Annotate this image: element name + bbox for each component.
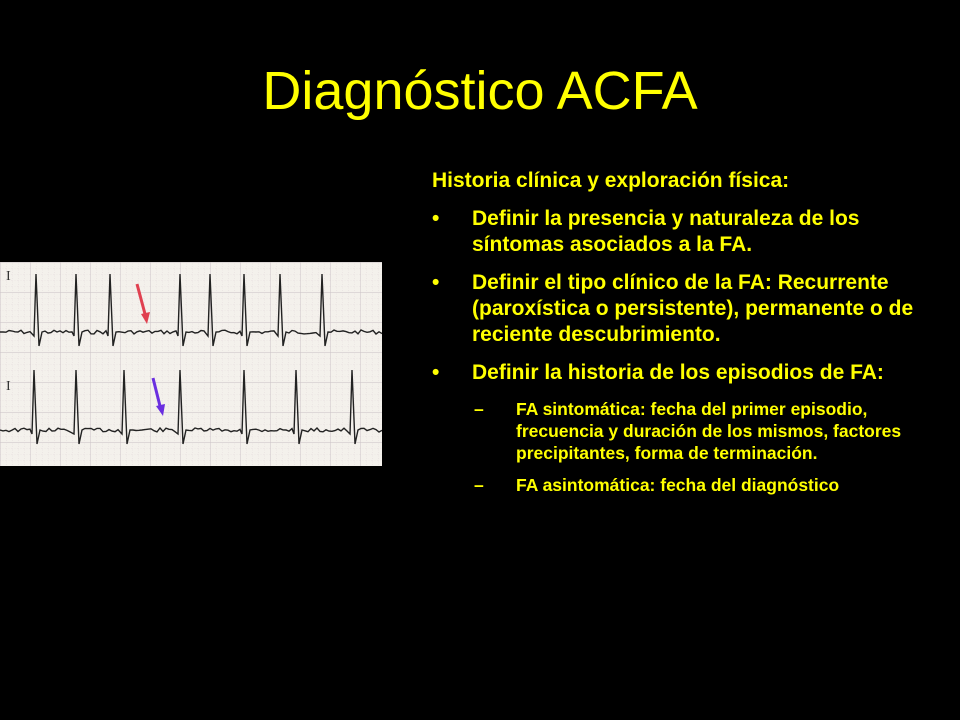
bullet-text: Definir la presencia y naturaleza de los síntomas asociados a la FA. — [472, 207, 860, 256]
bullet-list — [432, 206, 932, 496]
bullet-marker: • — [432, 361, 440, 384]
intro-heading: Historia clínica y exploración física: — [432, 169, 790, 192]
ecg-strip-image — [0, 262, 382, 466]
slide-body — [432, 168, 932, 508]
sub-bullet-text: FA asintomática: fecha del diagnóstico — [516, 475, 840, 495]
bullet-marker: • — [432, 271, 440, 294]
sub-bullet-item — [432, 474, 932, 496]
bullet-marker: • — [432, 207, 440, 230]
sub-bullet-list — [432, 398, 932, 496]
ecg-grid — [0, 262, 382, 466]
sub-bullet-text: FA sintomática: fecha del primer episodio, frecuencia y duración de los mismos, factores precipitantes, forma de terminación. — [516, 399, 902, 463]
sub-bullet-marker: – — [474, 399, 484, 419]
slide-title: Diagnóstico ACFA — [262, 61, 698, 121]
lead-label-top: I — [6, 269, 11, 284]
bullet-item — [432, 270, 932, 348]
bullet-text: Definir el tipo clínico de la FA: Recurrente (paroxística o persistente), permanente o de reciente descubrimiento. — [472, 271, 914, 346]
sub-bullet-marker: – — [474, 475, 484, 495]
sub-bullet-item — [432, 398, 932, 464]
bullet-item — [432, 360, 932, 496]
ecg-tracing — [0, 262, 382, 466]
lead-label-bottom: I — [6, 379, 11, 394]
bullet-item — [432, 206, 932, 258]
bullet-text: Definir la historia de los episodios de FA: — [472, 361, 884, 384]
